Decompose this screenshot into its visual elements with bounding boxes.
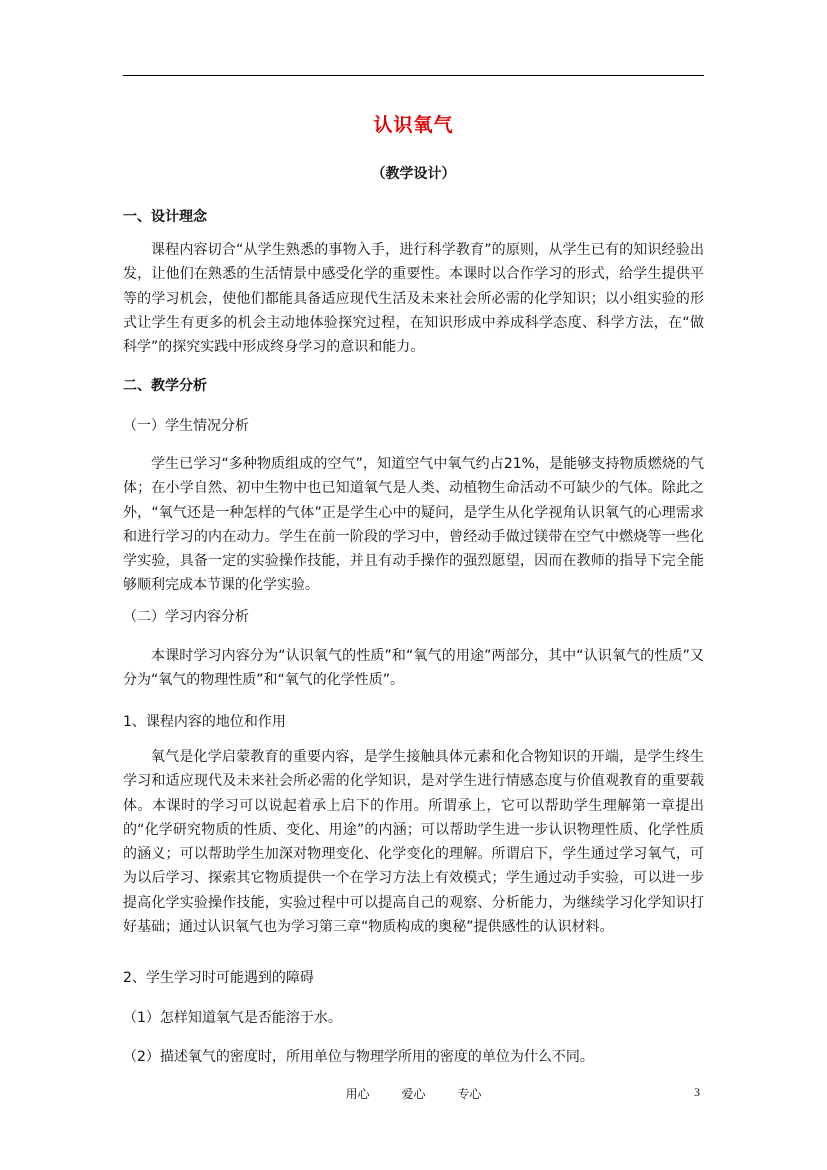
paragraph-content-analysis: 本课时学习内容分为“认识氧气的性质”和“氧气的用途”两部分，其中“认识氧气的性质”又分为“氧气的物理性质”和“氧气的化学性质”。	[123, 648, 704, 689]
page-footer	[0, 1085, 827, 1102]
subheading-content-role: 1、课程内容的地位和作用	[123, 714, 286, 730]
paragraph-content-role: 氧气是化学启蒙教育的重要内容，是学生接触具体元素和化合物知识的开端，是学生终生学习和适应现代及未来社会所必需的化学知识，是对学生进行情感态度与价值观教育的重要载体。本课时的学习可以说起着承上启下的作用。所谓承上，它可以帮助学生理解第一章提出的“化学研究物质的性质、变化、用途”的内涵；可以帮助学生进一步认识物理性质、化学性质的涵义；可以帮助学生加深对物理变化、化学变化的理解。所谓启下，学生通过学习氧气，可为以后学习、探索其它物质提供一个在学习方法上有效模式；学生通过动手实验，可以进一步提高化学实验操作技能，实验过程中可以提高自己的观察、分析能力，为继续学习化学知识打好基础；通过认识氧气也为学习第三章“物质构成的奥秘”提供感性的认识材料。	[123, 749, 704, 936]
header-rule	[123, 75, 704, 76]
obstacle-item-1: （1）怎样知道氧气是否能溶于水。	[123, 1010, 342, 1026]
document-title: 认识氧气	[373, 114, 454, 136]
page-number: 3	[694, 1085, 700, 1099]
subheading-content-analysis: （二）学习内容分析	[123, 609, 249, 625]
paragraph-design-concept: 课程内容切合“从学生熟悉的事物入手，进行科学教育”的原则，从学生已有的知识经验出发，让他们在熟悉的生活情景中感受化学的重要性。本课时以合作学习的形式，给学生提供平等的学习机会，使他们都能具备适应现代生活及未来社会所必需的化学知识；以小组实验的形式让学生有更多的机会主动地体验探究过程，在知识形成中养成科学态度、科学方法，在“做科学”的探究实践中形成终身学习的意识和能力。	[123, 242, 704, 356]
paragraph-student-analysis: 学生已学习“多种物质组成的空气”，知道空气中氧气约占21%，是能够支持物质燃烧的气体；在小学自然、初中生物中也已知道氧气是人类、动植物生命活动不可缺少的气体。除此之外，“氧气还是一种怎样的气体”正是学生心中的疑问，是学生从化学视角认识氧气的心理需求和进行学习的内在动力。学生在前一阶段的学习中，曾经动手做过镁带在空气中燃烧等一些化学实验，具备一定的实验操作技能，并且有动手操作的强烈愿望，因而在教师的指导下完全能够顺利完成本节课的化学实验。	[123, 456, 704, 594]
footer-word-1: 用心	[345, 1087, 370, 1101]
subheading-student-analysis: （一）学生情况分析	[123, 418, 249, 434]
section-heading-teaching-analysis: 二、教学分析	[123, 378, 207, 394]
footer-word-2: 爱心	[401, 1087, 426, 1101]
subheading-learning-obstacles: 2、学生学习时可能遇到的障碍	[123, 970, 314, 986]
section-heading-design-concept: 一、设计理念	[123, 209, 207, 225]
obstacle-item-2: （2）描述氧气的密度时，所用单位与物理学所用的密度的单位为什么不同。	[123, 1049, 594, 1065]
document-subtitle: （教学设计）	[371, 166, 456, 182]
footer-word-3: 专心	[457, 1087, 482, 1101]
